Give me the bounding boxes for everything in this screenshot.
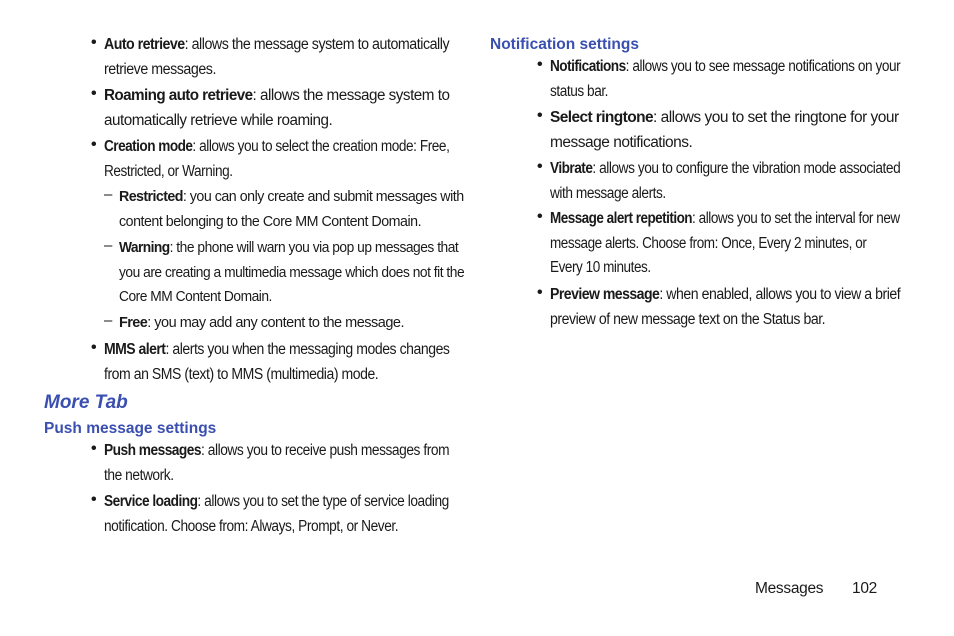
bullet: • <box>537 56 543 73</box>
bullet: • <box>91 491 97 508</box>
bullet: • <box>91 440 97 457</box>
bullet: • <box>91 339 97 356</box>
list-item-auto-retrieve <box>104 33 449 82</box>
sub-item-free <box>119 311 404 336</box>
subsection-heading-notification: Notification settings <box>490 36 639 53</box>
bullet: • <box>537 158 543 175</box>
description: : allows the message system to automatically <box>184 36 450 53</box>
list-item-preview-message <box>550 283 900 332</box>
list-item-select-ringtone <box>550 106 899 155</box>
description-cont: preview of new message text on the Status bar. <box>550 310 826 328</box>
description-cont: from an SMS (text) to MMS (multimedia) mode. <box>104 365 379 383</box>
bullet: • <box>537 107 543 124</box>
list-item-creation-mode <box>104 135 449 184</box>
term: MMS alert <box>104 341 166 358</box>
term: Message alert repetition <box>550 210 693 227</box>
description: : allows you to set the type of service loading <box>197 493 449 510</box>
subsection-heading-push: Push message settings <box>44 420 217 437</box>
term: Select ringtone <box>550 109 653 126</box>
description: : allows you to select the creation mode: Free, <box>192 138 450 155</box>
bullet: • <box>537 284 543 301</box>
list-item-message-alert-repetition <box>550 207 900 281</box>
description-cont: notification. Choose from: Always, Prompt, or Never. <box>104 517 399 535</box>
list-item-notifications <box>550 55 900 104</box>
list-item-vibrate <box>550 157 900 206</box>
description-cont: Every 10 minutes. <box>550 259 651 276</box>
list-item-roaming-auto-retrieve <box>104 84 449 133</box>
dash: – <box>104 312 113 329</box>
description: : you can only create and submit messages with <box>182 189 464 205</box>
term: Auto retrieve <box>104 36 185 53</box>
description: : the phone will warn you via pop up messages that <box>169 240 459 256</box>
term: Push messages <box>104 442 202 459</box>
description: : you may add any content to the message. <box>147 315 405 331</box>
description-cont: with message alerts. <box>550 184 666 202</box>
bullet: • <box>91 136 97 153</box>
term: Creation mode <box>104 138 193 155</box>
description: : allows you to set the ringtone for your <box>652 109 899 126</box>
description: : alerts you when the messaging modes changes <box>165 341 450 358</box>
description-cont: the network. <box>104 466 174 484</box>
page-number: 102 <box>852 580 877 597</box>
section-heading-more-tab: More Tab <box>44 392 128 413</box>
description-cont: Core MM Content Domain. <box>119 289 272 305</box>
description-cont: automatically retrieve while roaming. <box>104 111 333 129</box>
term: Free <box>119 315 148 331</box>
description: : allows you to configure the vibration mode associated <box>592 160 901 177</box>
description: : when enabled, allows you to view a brief <box>659 286 901 303</box>
term: Warning <box>119 240 170 256</box>
description: : allows the message system to <box>252 87 450 104</box>
description-cont: content belonging to the Core MM Content Domain. <box>119 213 422 230</box>
term: Preview message <box>550 286 660 303</box>
sub-item-restricted <box>119 185 464 234</box>
term: Vibrate <box>550 160 593 177</box>
term: Restricted <box>119 189 183 205</box>
term: Notifications <box>550 58 626 75</box>
description-cont: message notifications. <box>550 133 693 151</box>
description-cont: message alerts. Choose from: Once, Every 2 minutes, or <box>550 234 867 252</box>
description: : allows you to see message notifications on your <box>625 58 901 75</box>
description-cont: you are creating a multimedia message which does not fit the <box>119 264 465 281</box>
list-item-service-loading <box>104 490 449 539</box>
description: : allows you to set the interval for new <box>692 210 900 227</box>
dash: – <box>104 237 113 254</box>
footer-section-name: Messages <box>755 580 824 597</box>
bullet: • <box>91 85 97 102</box>
description-cont: status bar. <box>550 82 609 100</box>
description-cont: Restricted, or Warning. <box>104 162 233 180</box>
sub-item-warning <box>119 236 464 310</box>
description-cont: retrieve messages. <box>104 60 216 78</box>
description: : allows you to receive push messages from <box>201 442 450 459</box>
list-item-mms-alert <box>104 338 449 387</box>
bullet: • <box>91 34 97 51</box>
dash: – <box>104 186 113 203</box>
term: Service loading <box>104 493 198 510</box>
list-item-push-messages <box>104 439 449 488</box>
bullet: • <box>537 208 543 225</box>
term: Roaming auto retrieve <box>104 87 253 104</box>
